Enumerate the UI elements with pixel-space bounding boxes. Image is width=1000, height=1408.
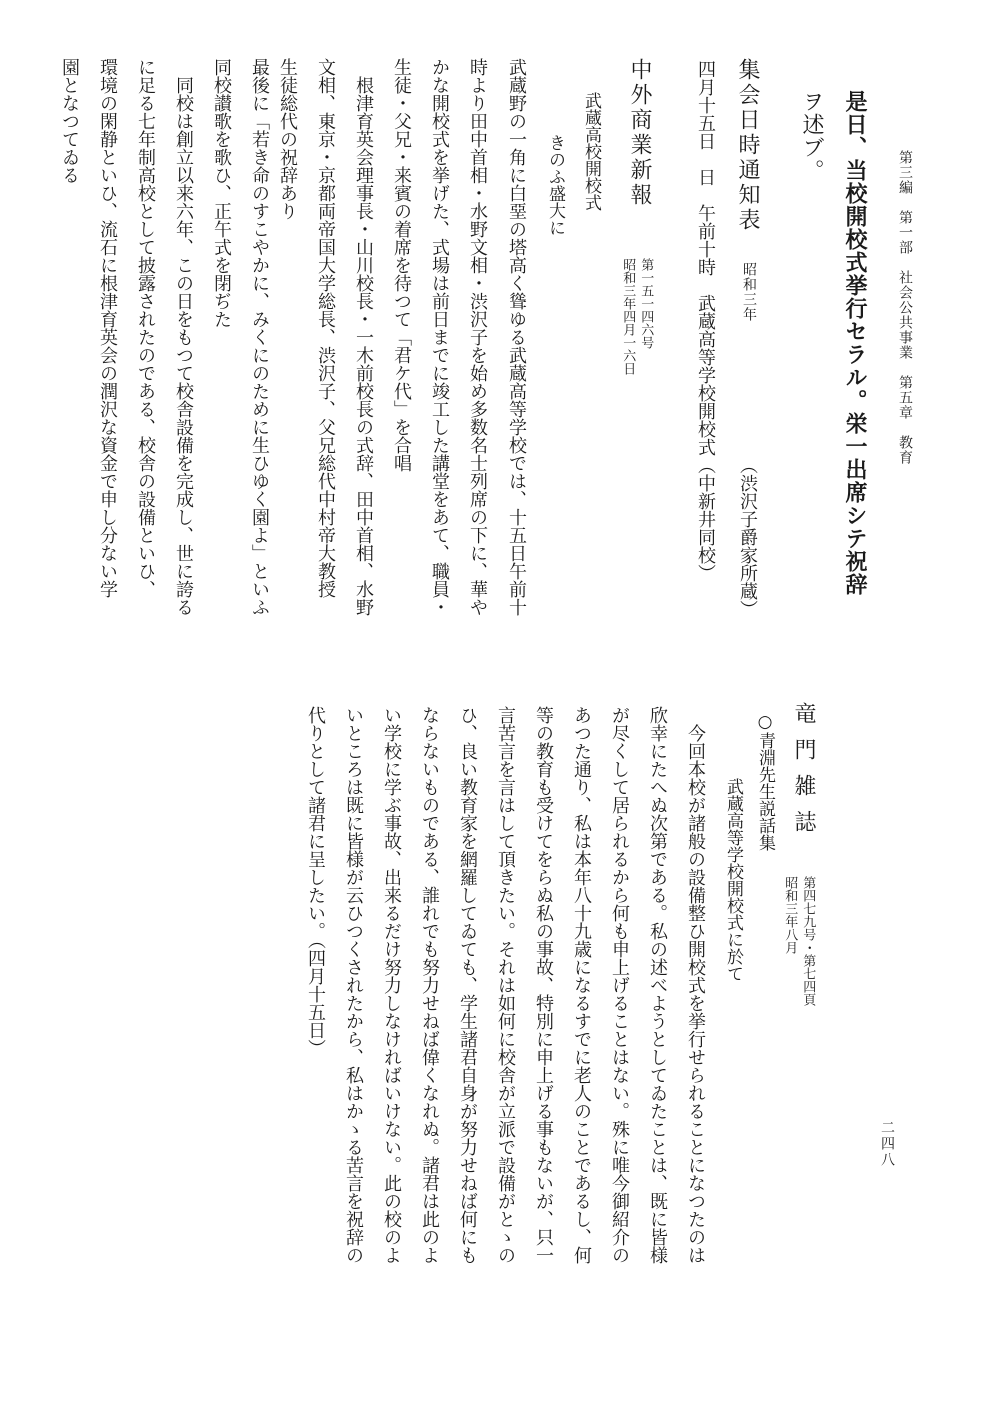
- doc3-line: 等の教育も受けてをらぬ私の事故、特別に申上げる事もないが、只一: [533, 706, 554, 1264]
- doc2-line: かな開校式を挙げた、式場は前日までに竣工した講堂をあて、職員・: [429, 58, 450, 616]
- doc3-line: い学校に学ぶ事故、出来るだけ努力しなければいけない。此の校のよ: [381, 706, 402, 1264]
- doc3-line: が尽くして居られるから何も申上げることはない。殊に唯今御紹介の: [609, 706, 630, 1264]
- doc2-issue-date: 昭和三年四月一六日: [620, 258, 636, 375]
- doc2-issue-no: 第一五一四六号: [638, 258, 654, 349]
- doc3-line: あつた通り、私は本年八十九歳になるすでに老人のことであるし、何: [571, 706, 592, 1264]
- doc2-line: 園となつてゐる: [59, 58, 80, 184]
- doc3-section-heading: ○青淵先生説話集: [755, 712, 775, 851]
- doc2-line: 同校は創立以来六年、この日をもつて校舎設備を完成し、世に誇る: [173, 58, 194, 616]
- doc2-line: 根津育英会理事長・山川校長・一木前校長の式辞、田中首相、水野: [353, 58, 374, 616]
- doc2-line: 最後に「若き命のすこやかに、みくにのために生ひゆく園よ」といふ: [249, 58, 270, 616]
- doc1-source: （渋沢子爵家所蔵）: [737, 456, 758, 618]
- doc2-article-subtitle: きのふ盛大に: [545, 134, 565, 236]
- doc1-entry: 四月十五日 日 午前十時 武蔵高等学校開校式（中新井同校）: [695, 60, 716, 582]
- page-number: 二四八: [879, 1120, 895, 1168]
- doc2-title: 中外商業新報: [627, 58, 652, 208]
- doc1-title: 集会日時通知表: [735, 58, 760, 233]
- doc2-line: に足る七年制高校として披露されたのである、校舎の設備といひ、: [135, 58, 156, 598]
- doc2-line: 生徒総代の祝辞あり: [277, 58, 298, 220]
- doc2-line: 文相、東京・京都両帝国大学総長、渋沢子、父兄総代中村帝大教授: [315, 58, 336, 598]
- doc2-line: 時より田中首相・水野文相・渋沢子を始め多数名士列席の下に、華や: [467, 58, 488, 616]
- doc3-line: 今回本校が諸般の設備整ひ開校式を挙行せられることになつたのは: [685, 706, 706, 1264]
- doc1-year: 昭和三年: [741, 262, 757, 322]
- doc3-title: 竜門雑誌: [791, 702, 816, 846]
- doc3-line: 代りとして諸君に呈したい。（四月十五日）: [305, 706, 326, 1057]
- doc3-issue-date: 昭和三年八月: [782, 876, 798, 954]
- doc3-issue-no: 第四七九号・第七四頁: [800, 876, 816, 1006]
- doc3-line: ひ、良い教育家を網羅してゐても、学生諸君自身が努力せねば何にも: [457, 706, 478, 1264]
- doc2-line: 同校讃歌を歌ひ、正午式を閉ぢた: [211, 58, 232, 328]
- doc3-speech-title: 武蔵高等学校開校式に於て: [723, 778, 743, 982]
- doc2-line: 環境の閑静といひ、流石に根津育英会の潤沢な資金で申し分ない学: [97, 58, 118, 598]
- doc2-article-title: 武蔵高校開校式: [581, 92, 601, 211]
- doc3-line: ならないものである、誰れでも努力せねば偉くなれぬ。諸君は此のよ: [419, 706, 440, 1264]
- lead-line-2: ヲ述ブ。: [799, 90, 824, 182]
- doc3-line: いところは既に皆様が云ひつくされたから、私はかゝる苦言を祝辞の: [343, 706, 364, 1264]
- running-head: 第三編 第一部 社会公共事業 第五章 教育: [897, 150, 913, 465]
- doc2-line: 生徒・父兄・来賓の着席を待つて「君ケ代」を合唱: [391, 58, 412, 472]
- doc3-line: 欣幸にたへぬ次第である。私の述べようとしてゐたことは、既に皆様: [647, 706, 668, 1264]
- doc3-line: 言苦言を言はして頂きたい。それは如何に校舎が立派で設備がとゝの: [495, 706, 516, 1264]
- doc2-line: 武蔵野の一角に白堊の塔高く聳ゆる武蔵高等学校では、十五日午前十: [506, 58, 527, 616]
- lead-line-1: 是日、当校開校式挙行セラル。栄一出席シテ祝辞: [842, 90, 868, 596]
